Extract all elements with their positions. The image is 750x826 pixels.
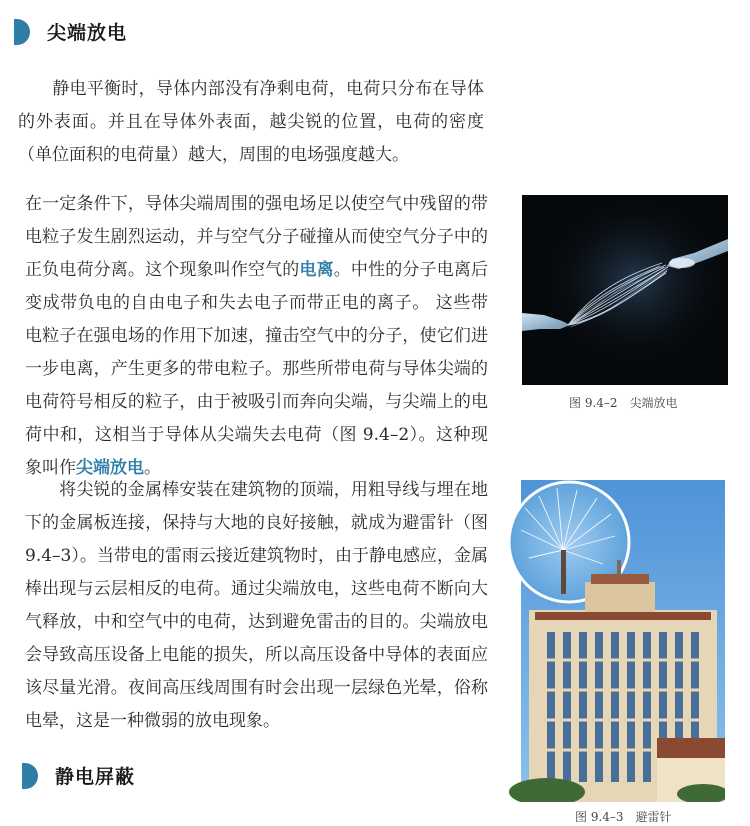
section-title: 尖端放电 xyxy=(47,22,128,44)
paragraph-lightning-rod xyxy=(25,474,488,738)
p1-text-1: 在一定条件下，导体尖端周围的强电场足以使空气中残留的带电粒子发生剧烈运动，并与空气分子碰撞从而使空气分子中的正负电荷分离。这个现象叫作空气的 xyxy=(25,194,488,280)
section-title: 静电屏蔽 xyxy=(55,766,136,788)
lightning-rod-photo xyxy=(507,460,725,802)
figure-caption-9-4-3: 图 9.4–3 避雷针 xyxy=(575,810,672,824)
keyword-tip-discharge: 尖端放电 xyxy=(76,458,144,478)
p2-text: 将尖锐的金属棒安装在建筑物的顶端，用粗导线与埋在地下的金属板连接，保持与大地的良好接触，就成为避雷针（图 9.4–3）。当带电的雷雨云接近建筑物时，由于静电感应，金属棒出现与云层相反的电荷。通过尖端放电，这些电荷不断向大气释放，中和空气中的电荷，达到避免雷击的目的。尖端放电会导致高压设备上电能的损失，所以高压设备中导体的表面应该尽量光滑。夜间高压线周围有时会出现一层绿色光晕，俗称电晕，这是一种微弱的放电现象。 xyxy=(25,480,488,731)
discharge-illustration xyxy=(522,195,728,385)
p1-text-2: 。中性的分子电离后变成带负电的自由电子和失去电子而带正电的离子。 这些带电粒子在强电场的作用下加速，撞击空气中的分子，使它们进一步电离，产生更多的带电粒子。那些所带电荷与导体尖端的电荷符号相反的粒子，由于被吸引而奔向尖端，与尖端上的电荷中和，这相当于导体从尖端失去电荷（图 9.4–2）。这种现象叫作 xyxy=(25,260,489,478)
lightning-rod-building-illustration xyxy=(507,460,725,802)
section-marker xyxy=(22,763,38,789)
section-header-electrostatic-shielding xyxy=(22,762,135,789)
section-header-tip-discharge xyxy=(14,18,127,45)
tip-discharge-photo xyxy=(522,195,728,385)
keyword-ionization: 电离 xyxy=(299,260,334,280)
intro-text: 静电平衡时，导体内部没有净剩电荷，电荷只分布在导体的外表面。并且在导体外表面，越尖锐的位置，电荷的密度（单位面积的电荷量）越大，周围的电场强度越大。 xyxy=(18,79,484,165)
paragraph-ionization xyxy=(25,188,488,485)
figure-caption-9-4-2: 图 9.4–2 尖端放电 xyxy=(569,396,678,410)
p1-text-3: 。 xyxy=(144,458,161,478)
intro-paragraph xyxy=(18,73,484,172)
section-marker xyxy=(14,19,30,45)
